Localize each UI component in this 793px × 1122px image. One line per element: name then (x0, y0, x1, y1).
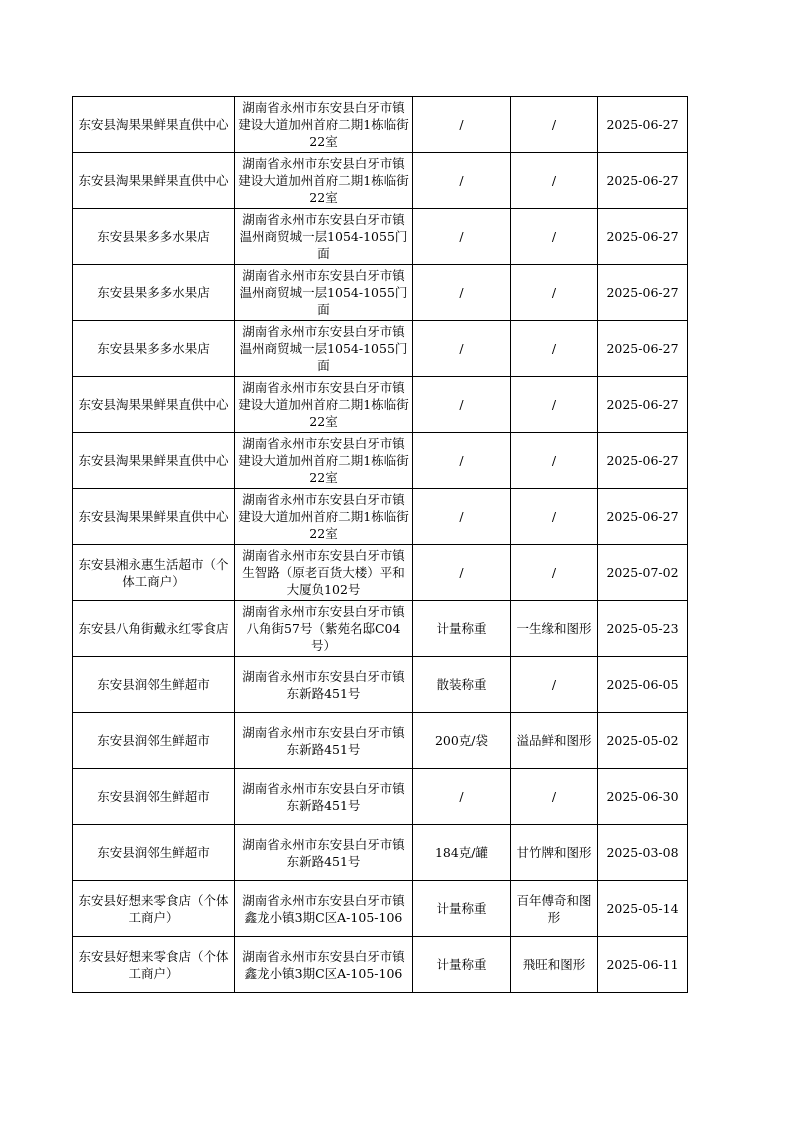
store-name-cell: 东安县好想来零食店（个体工商户） (73, 881, 235, 937)
store-name-cell: 东安县淘果果鲜果直供中心 (73, 97, 235, 153)
inspection-table (72, 96, 688, 993)
table-row (73, 433, 688, 489)
date-cell: 2025-06-27 (598, 265, 688, 321)
date-cell: 2025-06-27 (598, 377, 688, 433)
spec-cell: / (413, 153, 511, 209)
store-name-cell: 东安县淘果果鲜果直供中心 (73, 377, 235, 433)
brand-cell: 百年傅奇和图形 (511, 881, 598, 937)
spec-cell: / (413, 265, 511, 321)
date-cell: 2025-06-27 (598, 433, 688, 489)
brand-cell: 一生缘和图形 (511, 601, 598, 657)
table-row (73, 769, 688, 825)
brand-cell: 飛旺和图形 (511, 937, 598, 993)
address-cell: 湖南省永州市东安县白牙市镇建设大道加州首府二期1栋临街22室 (235, 97, 413, 153)
store-name-cell: 东安县润邻生鲜超市 (73, 657, 235, 713)
date-cell: 2025-07-02 (598, 545, 688, 601)
spec-cell: 散装称重 (413, 657, 511, 713)
address-cell: 湖南省永州市东安县白牙市镇鑫龙小镇3期C区A-105-106 (235, 881, 413, 937)
spec-cell: / (413, 433, 511, 489)
address-cell: 湖南省永州市东安县白牙市镇东新路451号 (235, 769, 413, 825)
table-body (73, 97, 688, 993)
spec-cell: / (413, 209, 511, 265)
date-cell: 2025-06-27 (598, 97, 688, 153)
address-cell: 湖南省永州市东安县白牙市镇温州商贸城一层1054-1055门面 (235, 321, 413, 377)
brand-cell: / (511, 153, 598, 209)
date-cell: 2025-06-11 (598, 937, 688, 993)
date-cell: 2025-05-23 (598, 601, 688, 657)
store-name-cell: 东安县润邻生鲜超市 (73, 825, 235, 881)
brand-cell: / (511, 377, 598, 433)
spec-cell: / (413, 769, 511, 825)
store-name-cell: 东安县八角街戴永红零食店 (73, 601, 235, 657)
table-row (73, 153, 688, 209)
spec-cell: 200克/袋 (413, 713, 511, 769)
store-name-cell: 东安县果多多水果店 (73, 209, 235, 265)
spec-cell: / (413, 377, 511, 433)
brand-cell: / (511, 321, 598, 377)
store-name-cell: 东安县润邻生鲜超市 (73, 713, 235, 769)
date-cell: 2025-03-08 (598, 825, 688, 881)
table-row (73, 937, 688, 993)
brand-cell: / (511, 265, 598, 321)
brand-cell: / (511, 97, 598, 153)
store-name-cell: 东安县润邻生鲜超市 (73, 769, 235, 825)
brand-cell: / (511, 657, 598, 713)
address-cell: 湖南省永州市东安县白牙市镇东新路451号 (235, 657, 413, 713)
date-cell: 2025-06-27 (598, 209, 688, 265)
address-cell: 湖南省永州市东安县白牙市镇建设大道加州首府二期1栋临街22室 (235, 433, 413, 489)
brand-cell: / (511, 433, 598, 489)
date-cell: 2025-06-27 (598, 153, 688, 209)
spec-cell: 184克/罐 (413, 825, 511, 881)
date-cell: 2025-06-30 (598, 769, 688, 825)
table-row (73, 489, 688, 545)
brand-cell: / (511, 209, 598, 265)
date-cell: 2025-05-14 (598, 881, 688, 937)
spec-cell: / (413, 97, 511, 153)
address-cell: 湖南省永州市东安县白牙市镇东新路451号 (235, 825, 413, 881)
table-row (73, 657, 688, 713)
store-name-cell: 东安县果多多水果店 (73, 321, 235, 377)
address-cell: 湖南省永州市东安县白牙市镇鑫龙小镇3期C区A-105-106 (235, 937, 413, 993)
date-cell: 2025-06-27 (598, 489, 688, 545)
address-cell: 湖南省永州市东安县白牙市镇建设大道加州首府二期1栋临街22室 (235, 153, 413, 209)
table-row (73, 209, 688, 265)
store-name-cell: 东安县淘果果鲜果直供中心 (73, 433, 235, 489)
store-name-cell: 东安县湘永惠生活超市（个体工商户） (73, 545, 235, 601)
brand-cell: / (511, 769, 598, 825)
spec-cell: 计量称重 (413, 937, 511, 993)
table-row (73, 97, 688, 153)
address-cell: 湖南省永州市东安县白牙市镇建设大道加州首府二期1栋临街22室 (235, 489, 413, 545)
date-cell: 2025-05-02 (598, 713, 688, 769)
brand-cell: / (511, 545, 598, 601)
address-cell: 湖南省永州市东安县白牙市镇温州商贸城一层1054-1055门面 (235, 209, 413, 265)
date-cell: 2025-06-27 (598, 321, 688, 377)
brand-cell: / (511, 489, 598, 545)
date-cell: 2025-06-05 (598, 657, 688, 713)
store-name-cell: 东安县果多多水果店 (73, 265, 235, 321)
table-row (73, 601, 688, 657)
brand-cell: 溢品鲜和图形 (511, 713, 598, 769)
brand-cell: 甘竹牌和图形 (511, 825, 598, 881)
address-cell: 湖南省永州市东安县白牙市镇八角街57号（紫苑名邸C04号） (235, 601, 413, 657)
address-cell: 湖南省永州市东安县白牙市镇生智路（原老百货大楼）平和大厦负102号 (235, 545, 413, 601)
store-name-cell: 东安县淘果果鲜果直供中心 (73, 489, 235, 545)
table-row (73, 321, 688, 377)
address-cell: 湖南省永州市东安县白牙市镇温州商贸城一层1054-1055门面 (235, 265, 413, 321)
table-row (73, 825, 688, 881)
table-row (73, 881, 688, 937)
address-cell: 湖南省永州市东安县白牙市镇建设大道加州首府二期1栋临街22室 (235, 377, 413, 433)
table-row (73, 713, 688, 769)
spec-cell: 计量称重 (413, 601, 511, 657)
store-name-cell: 东安县好想来零食店（个体工商户） (73, 937, 235, 993)
address-cell: 湖南省永州市东安县白牙市镇东新路451号 (235, 713, 413, 769)
store-name-cell: 东安县淘果果鲜果直供中心 (73, 153, 235, 209)
spec-cell: 计量称重 (413, 881, 511, 937)
spec-cell: / (413, 545, 511, 601)
spec-cell: / (413, 321, 511, 377)
table-row (73, 545, 688, 601)
spec-cell: / (413, 489, 511, 545)
table-row (73, 265, 688, 321)
table-row (73, 377, 688, 433)
